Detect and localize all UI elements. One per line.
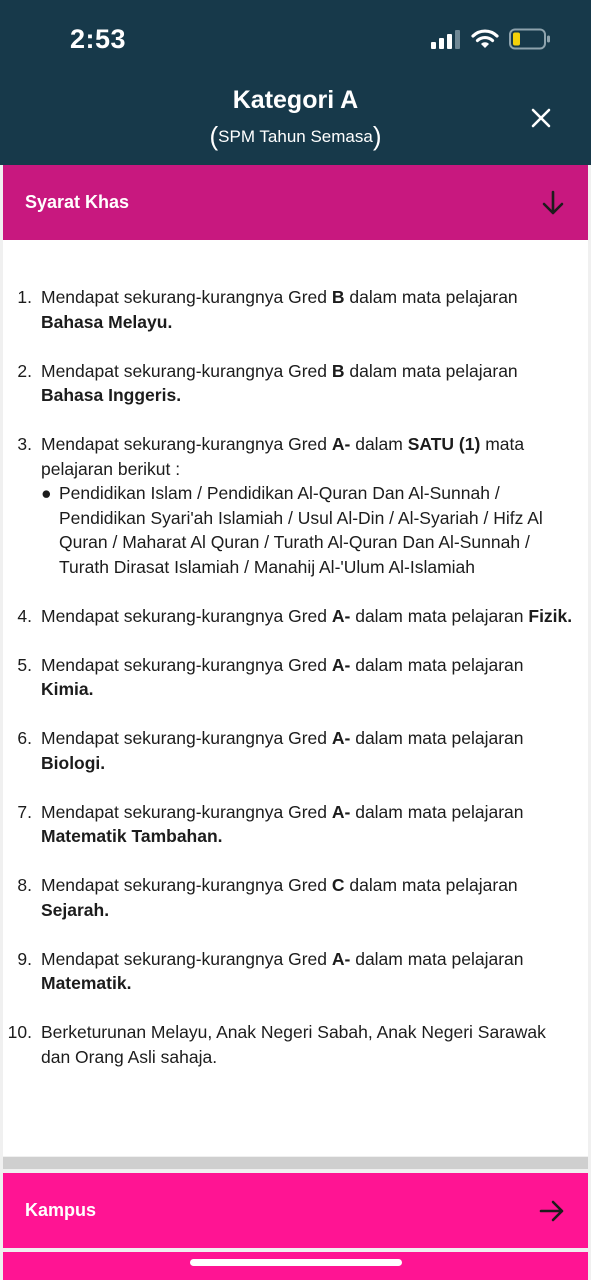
requirements-panel <box>3 240 588 1156</box>
syarat-khas-label: Syarat Khas <box>25 192 130 212</box>
syarat-khas-section-header[interactable] <box>3 165 588 240</box>
cellular-signal-icon <box>431 29 461 54</box>
item-number: 2. <box>17 360 32 381</box>
item-subject: Bahasa Inggeris. <box>41 385 182 405</box>
list-item <box>3 285 588 334</box>
item-number: 9. <box>17 948 32 969</box>
arrow-right-icon <box>538 1198 566 1224</box>
item-text: dalam mata pelajaran <box>344 360 518 381</box>
page-subtitle-text: SPM Tahun Semasa <box>218 127 373 146</box>
item-number: 1. <box>17 287 32 307</box>
item-text: dalam mata pelajaran <box>350 728 524 748</box>
bullet-icon: ● <box>41 483 52 503</box>
item-text: dalam mata pelajaran <box>350 801 524 822</box>
list-item <box>3 653 588 702</box>
item-text: Mendapat sekurang-kurangnya Gred <box>41 801 332 822</box>
item-text: dalam mata pelajaran <box>350 605 529 626</box>
item-count: SATU (1) <box>407 434 481 454</box>
item-subject: Matematik. <box>41 973 132 993</box>
battery-low-icon <box>509 28 551 55</box>
close-icon <box>527 104 555 132</box>
item-subject: Sejarah. <box>41 899 110 920</box>
next-section-button[interactable] <box>3 1252 588 1280</box>
item-number: 4. <box>17 605 32 626</box>
item-grade: A- <box>331 605 351 626</box>
item-subject: Fizik. <box>528 605 573 626</box>
sub-item-text: Pendidikan Islam / Pendidikan Al-Quran Dan Al-Sunnah / Pendidikan Syari'ah Islamiah / Usul Al-Din / Al-Syariah / Hifz Al Quran / Maharat Al Quran / Turath Al-Quran Dan Al-Sunnah / Turath Dirasat Islamiah / Manahij Al-'Ulum Al-Islamiah <box>59 483 543 577</box>
item-number: 7. <box>17 801 32 822</box>
item-number: 5. <box>17 654 32 675</box>
item-number: 3. <box>17 434 32 454</box>
status-icons <box>431 28 551 55</box>
item-grade: C <box>331 875 345 895</box>
item-text: Berketurunan Melayu, Anak Negeri Sabah, Anak Negeri Sarawak dan Orang Asli sahaja. <box>41 1022 546 1067</box>
item-text: Mendapat sekurang-kurangnya Gred <box>41 287 332 307</box>
item-text: dalam <box>350 434 408 454</box>
item-subject: Kimia. <box>41 679 94 699</box>
item-text: dalam mata pelajaran <box>344 287 518 307</box>
item-number: 8. <box>17 875 32 895</box>
item-grade: B <box>331 287 345 307</box>
item-text: Mendapat sekurang-kurangnya Gred <box>41 875 332 895</box>
item-number: 6. <box>17 728 32 748</box>
item-subject: Matematik Tambahan. <box>41 826 223 846</box>
wifi-icon <box>471 29 499 54</box>
header-title-block <box>0 86 591 152</box>
list-item <box>3 726 588 775</box>
close-button[interactable] <box>527 104 555 132</box>
item-text: Mendapat sekurang-kurangnya Gred <box>41 728 332 748</box>
item-number: 10. <box>7 1022 32 1042</box>
item-text: Mendapat sekurang-kurangnya Gred <box>41 654 332 675</box>
list-item <box>3 604 588 629</box>
item-text: Mendapat sekurang-kurangnya Gred <box>41 360 332 381</box>
item-grade: A- <box>331 801 351 822</box>
item-text: mata pelajaran berikut : <box>41 434 525 479</box>
item-subject: Bahasa Melayu. <box>41 311 173 332</box>
home-indicator[interactable] <box>190 1259 402 1266</box>
item-text: dalam mata pelajaran <box>350 654 524 675</box>
list-item <box>3 1020 588 1069</box>
list-item <box>3 947 588 996</box>
kampus-label: Kampus <box>25 1200 97 1220</box>
item-text: Mendapat sekurang-kurangnya Gred <box>41 948 332 969</box>
item-text: dalam mata pelajaran <box>350 948 524 969</box>
app-header <box>0 0 591 165</box>
item-grade: A- <box>331 654 351 675</box>
kampus-section-button[interactable] <box>3 1173 588 1248</box>
item-grade: B <box>331 360 345 381</box>
sub-list-item <box>41 481 574 579</box>
list-item <box>3 432 588 579</box>
list-item <box>3 800 588 849</box>
item-subject: Biologi. <box>41 752 106 773</box>
item-grade: A- <box>331 948 351 969</box>
item-text: dalam mata pelajaran <box>344 875 518 895</box>
status-time: 2:53 <box>70 24 127 54</box>
arrow-down-icon <box>540 189 566 217</box>
list-item <box>3 873 588 922</box>
item-text: Mendapat sekurang-kurangnya Gred <box>41 434 332 454</box>
item-text: Mendapat sekurang-kurangnya Gred <box>41 605 332 626</box>
item-grade: A- <box>331 728 351 748</box>
section-divider <box>3 1157 588 1169</box>
page-subtitle: (SPM Tahun Semasa) <box>209 121 382 151</box>
list-item <box>3 359 588 408</box>
requirements-list <box>3 285 588 1094</box>
item-grade: A- <box>331 434 351 454</box>
page-title: Kategori A <box>232 86 359 114</box>
